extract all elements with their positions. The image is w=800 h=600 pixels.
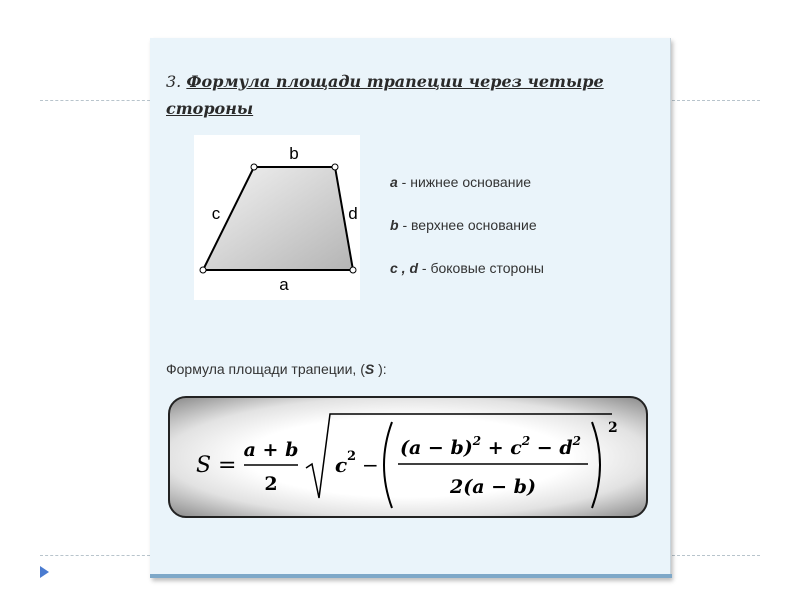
frac1-denominator: 2 xyxy=(264,473,278,495)
label-d: d xyxy=(348,204,358,223)
caption-symbol: S xyxy=(364,361,375,377)
legend-symbol: b xyxy=(390,217,399,233)
vertex-point xyxy=(200,267,206,273)
section-number: 3. xyxy=(166,72,182,91)
area-formula xyxy=(170,398,646,516)
formula-equals: = xyxy=(218,453,237,478)
section-title-line1: Формула площади трапеции через четыре xyxy=(186,72,604,91)
frac2-num-exp2: 2 xyxy=(521,434,531,448)
trapezoid-shape xyxy=(203,167,353,270)
trapezoid-figure xyxy=(194,135,360,300)
legend-symbol: c , d xyxy=(390,260,419,276)
formula-lhs: S xyxy=(196,453,212,478)
legend-text: - верхнее основание xyxy=(398,217,537,233)
legend-symbol: a xyxy=(390,174,398,190)
divider-line xyxy=(40,100,150,101)
card-bottom-bar xyxy=(150,574,672,578)
frac2-num-exp1: 2 xyxy=(472,434,482,448)
legend-item xyxy=(390,217,544,260)
legend-item xyxy=(390,260,544,303)
divider-line xyxy=(672,100,760,101)
frac2-num-c: + c xyxy=(481,437,522,459)
outer-exponent: 2 xyxy=(608,420,618,436)
vertex-point xyxy=(350,267,356,273)
divider-line xyxy=(40,555,150,556)
formula-box xyxy=(168,396,648,518)
frac2-num-a: (a − b) xyxy=(400,437,473,459)
vertex-point xyxy=(251,164,257,170)
trapezoid-diagram xyxy=(194,135,360,300)
legend-text: - боковые стороны xyxy=(418,260,544,276)
section-title-line2: стороны xyxy=(166,99,254,118)
play-bullet-icon[interactable] xyxy=(40,566,49,578)
formula-c: c xyxy=(335,453,348,477)
legend-item xyxy=(390,174,544,217)
frac2-num-d: − d xyxy=(530,437,573,459)
frac2-denominator: 2(a − b) xyxy=(450,476,536,498)
formula-minus: − xyxy=(362,453,379,477)
caption-suffix: ): xyxy=(374,361,387,377)
caption-prefix: Формула площади трапеции, ( xyxy=(166,361,365,377)
big-right-paren xyxy=(592,422,600,508)
label-a: a xyxy=(279,275,289,294)
section-heading xyxy=(166,68,646,122)
formula-caption xyxy=(166,361,387,377)
frac2-numerator-part1 xyxy=(400,434,581,459)
label-c: c xyxy=(211,204,221,223)
formula-c-exp: 2 xyxy=(347,449,357,464)
label-b: b xyxy=(289,144,299,163)
big-left-paren xyxy=(384,422,392,508)
divider-line xyxy=(672,555,760,556)
frac1-numerator: a + b xyxy=(243,439,299,461)
legend-text: - нижнее основание xyxy=(397,174,532,190)
frac2-num-exp3: 2 xyxy=(572,434,581,448)
content-card xyxy=(150,38,671,578)
vertex-point xyxy=(332,164,338,170)
legend-list xyxy=(390,174,544,303)
